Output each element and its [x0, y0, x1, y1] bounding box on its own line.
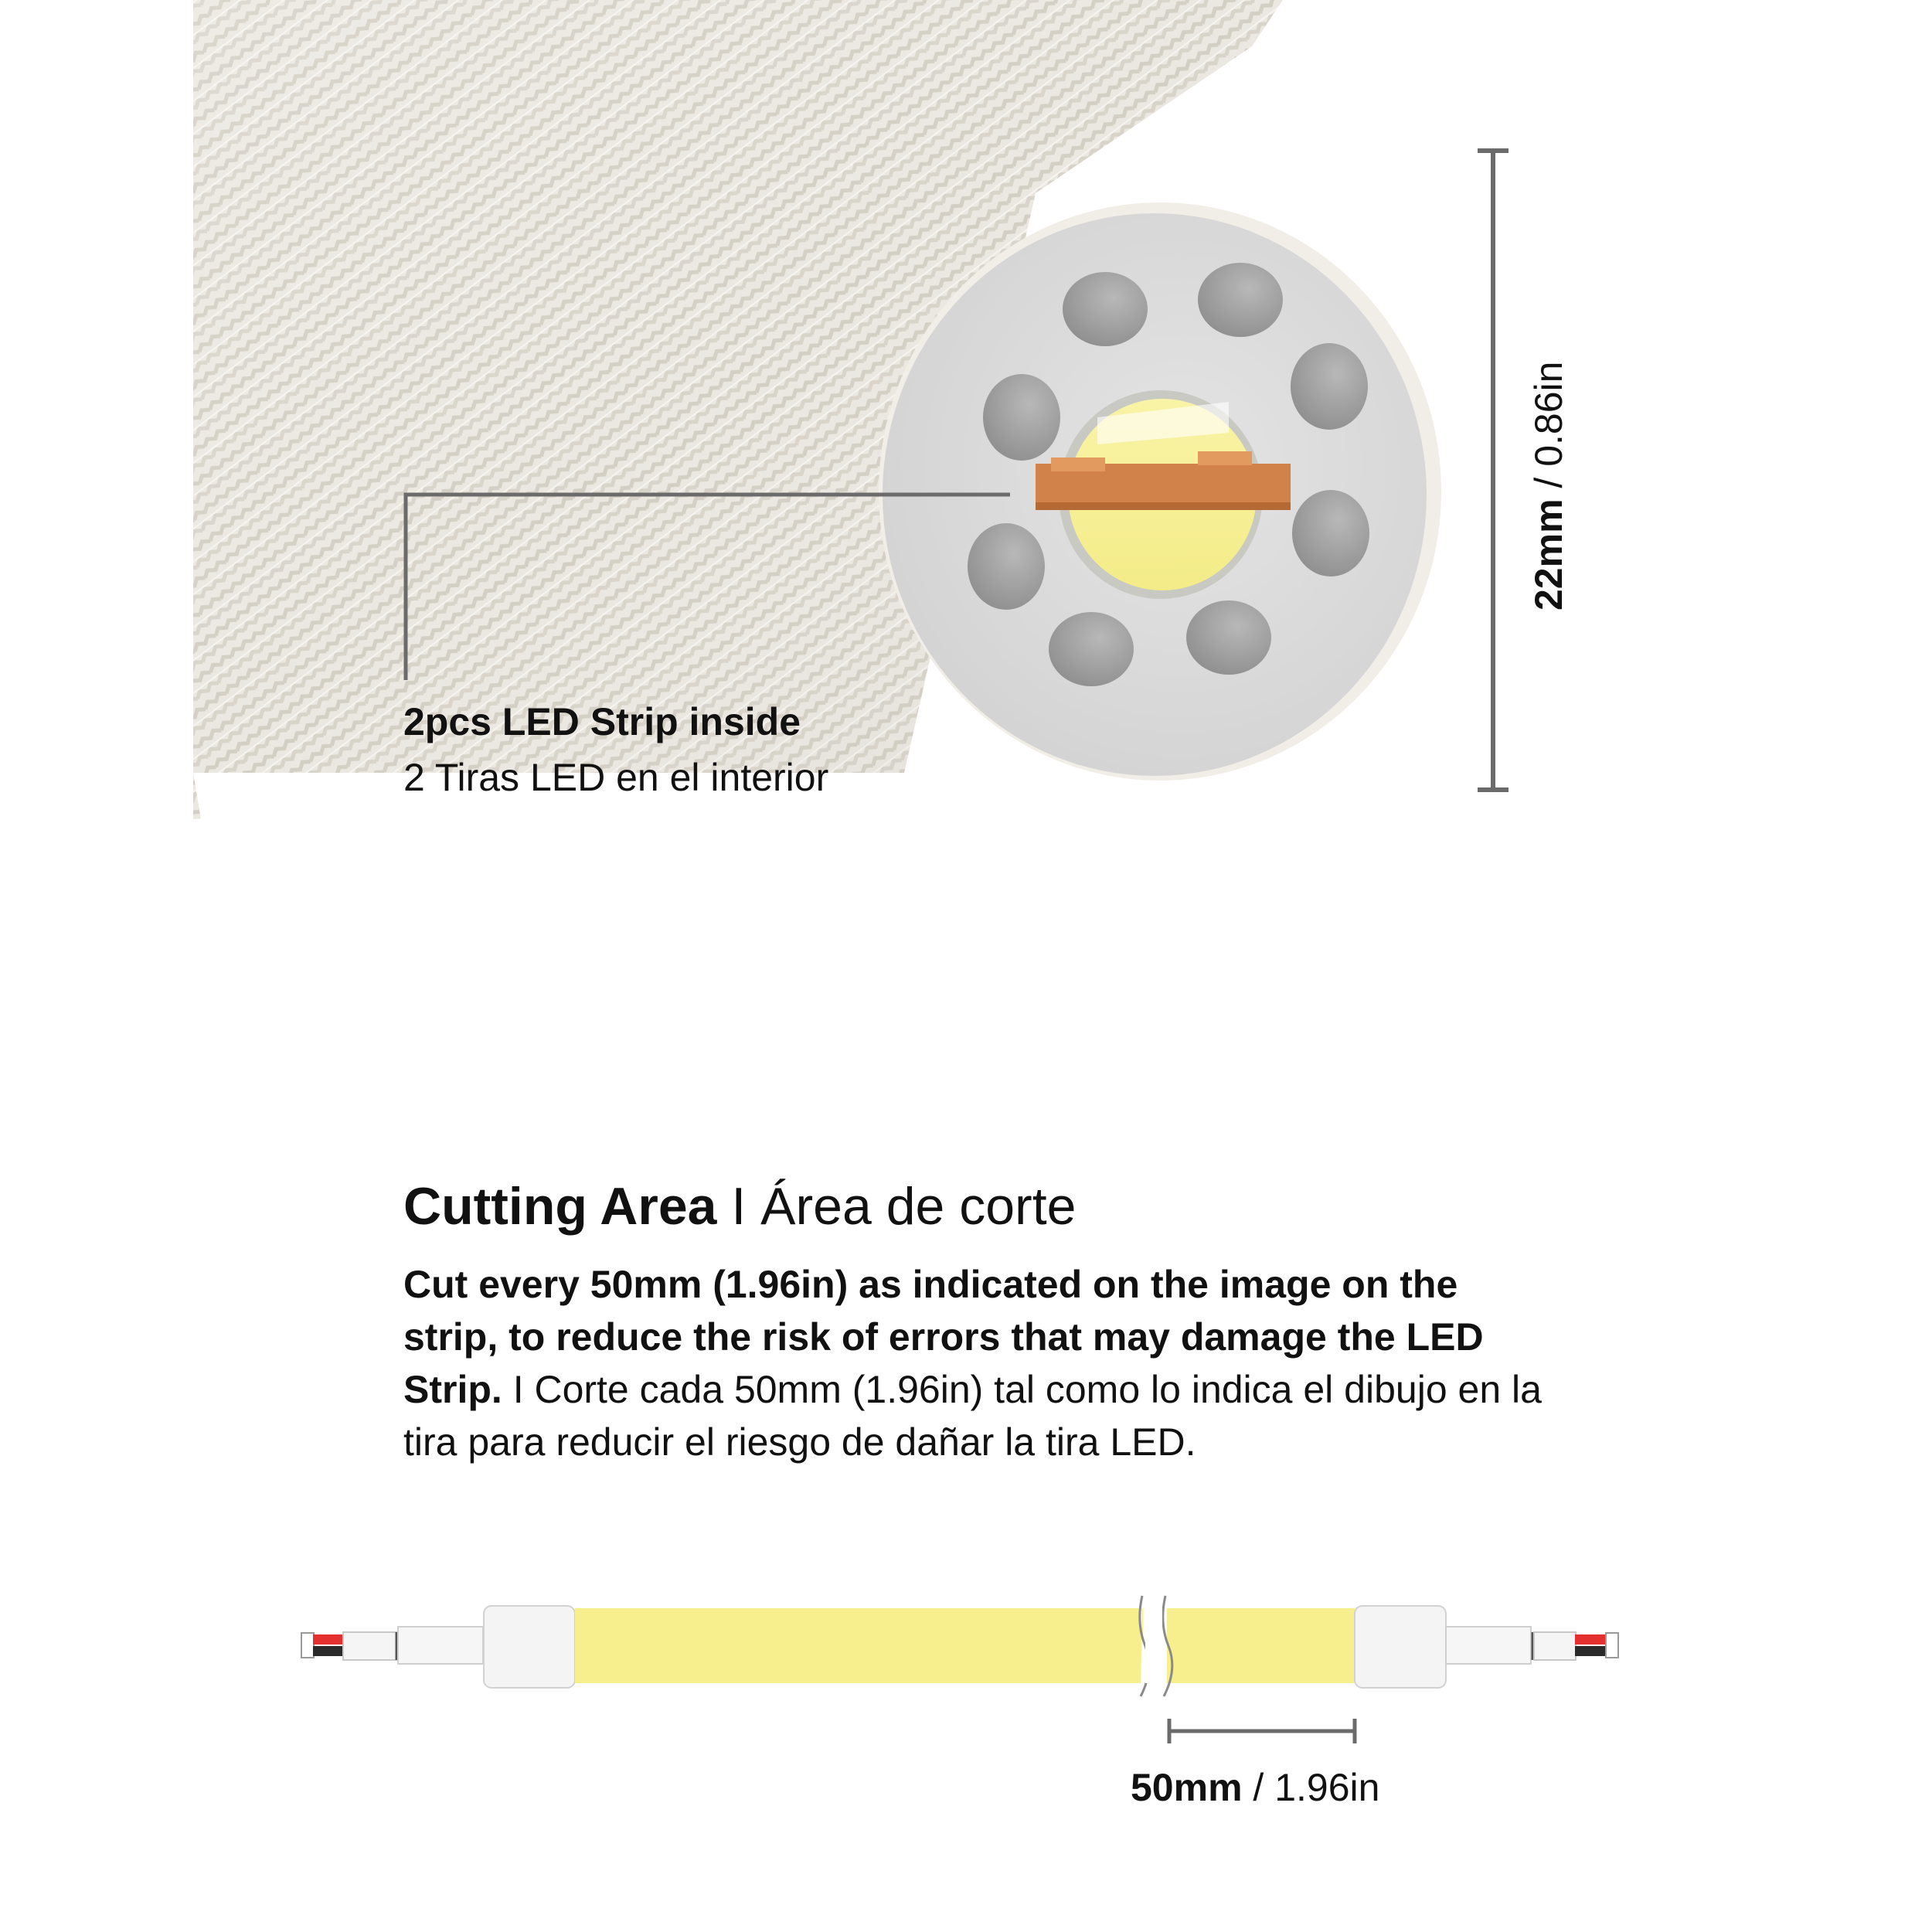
diameter-value-mm: 22mm: [1527, 498, 1570, 611]
cutting-title-english: Cutting Area: [403, 1177, 717, 1236]
neon-strip-body: [575, 1596, 1355, 1696]
callout-label-spanish: 2 Tiras LED en el interior: [403, 756, 829, 799]
led-strip-diagram: [301, 1596, 1618, 1696]
instructions-english: Cut every 50mm (1.96in) as indicated on the image on the strip, to reduce the risk of errors that may damage the LED Strip.: [403, 1263, 1484, 1411]
segment-length-label: [1131, 1765, 1379, 1810]
cutting-instructions: [403, 1258, 1563, 1468]
segment-value-mm: 50mm: [1131, 1766, 1243, 1809]
cutting-area-title: [403, 1176, 1076, 1236]
instructions-spanish: I Corte cada 50mm (1.96in) tal como lo indica el dibujo en la tira para reducir el riesgo de dañar la tira LED.: [403, 1368, 1542, 1464]
segment-value-in: / 1.96in: [1242, 1766, 1380, 1809]
right-connector-cable: [1446, 1627, 1618, 1664]
sleeve-cross-section: [879, 202, 1441, 781]
callout-label-english: 2pcs LED Strip inside: [403, 700, 801, 743]
cutting-title-spanish: Área de corte: [760, 1177, 1077, 1236]
left-end-cap: [484, 1606, 575, 1688]
segment-dimension-line: [1169, 1719, 1355, 1743]
diameter-value-in: / 0.86in: [1527, 361, 1570, 499]
left-connector-cable: [301, 1627, 483, 1664]
title-separator: I: [716, 1177, 761, 1236]
right-end-cap: [1355, 1606, 1446, 1688]
diameter-dimension-line: [1478, 151, 1509, 790]
